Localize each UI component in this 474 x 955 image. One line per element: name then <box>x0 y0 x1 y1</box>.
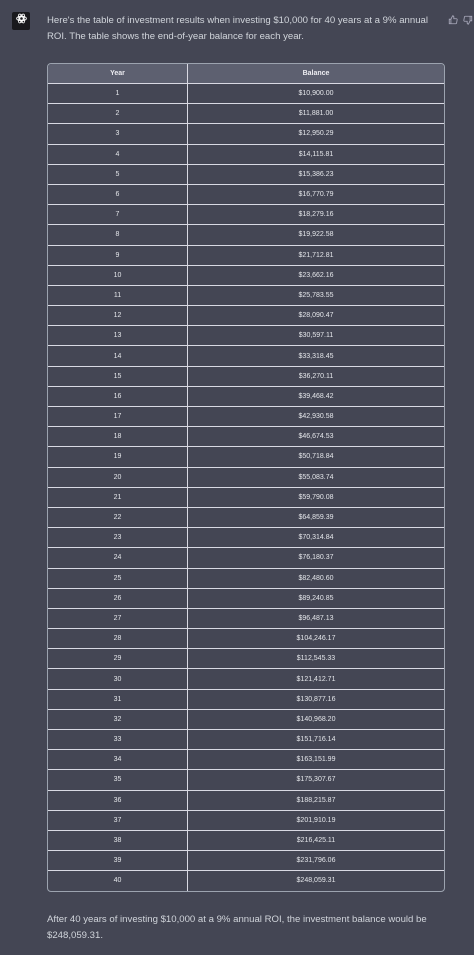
balance-cell: $121,412.71 <box>188 669 444 689</box>
results-table <box>47 63 445 892</box>
balance-cell: $163,151.99 <box>188 750 444 770</box>
balance-cell: $11,881.00 <box>188 104 444 124</box>
balance-cell: $23,662.16 <box>188 266 444 286</box>
year-cell: 8 <box>48 225 188 245</box>
balance-cell: $96,487.13 <box>188 609 444 629</box>
year-cell: 10 <box>48 266 188 286</box>
year-cell: 40 <box>48 871 188 890</box>
table-row <box>48 569 444 589</box>
table-row <box>48 871 444 890</box>
table-row <box>48 468 444 488</box>
year-cell: 16 <box>48 387 188 407</box>
table-row <box>48 346 444 366</box>
year-cell: 18 <box>48 427 188 447</box>
balance-cell: $16,770.79 <box>188 185 444 205</box>
year-cell: 38 <box>48 831 188 851</box>
year-cell: 4 <box>48 145 188 165</box>
balance-cell: $76,180.37 <box>188 548 444 568</box>
table-row <box>48 690 444 710</box>
table-row <box>48 205 444 225</box>
feedback-controls <box>447 14 474 26</box>
balance-cell: $50,718.84 <box>188 447 444 467</box>
thumbs-up-icon[interactable] <box>447 14 459 26</box>
year-cell: 1 <box>48 84 188 104</box>
balance-cell: $151,716.14 <box>188 730 444 750</box>
table-row <box>48 286 444 306</box>
table-row <box>48 488 444 508</box>
year-cell: 14 <box>48 346 188 366</box>
balance-cell: $12,950.29 <box>188 124 444 144</box>
balance-cell: $112,545.33 <box>188 649 444 669</box>
table-row <box>48 104 444 124</box>
year-cell: 24 <box>48 548 188 568</box>
table-row <box>48 124 444 144</box>
balance-cell: $42,930.58 <box>188 407 444 427</box>
balance-cell: $231,796.06 <box>188 851 444 871</box>
table-row <box>48 629 444 649</box>
year-cell: 35 <box>48 770 188 790</box>
balance-cell: $19,922.58 <box>188 225 444 245</box>
year-cell: 12 <box>48 306 188 326</box>
year-cell: 32 <box>48 710 188 730</box>
year-cell: 30 <box>48 669 188 689</box>
year-cell: 27 <box>48 609 188 629</box>
balance-cell: $188,215.87 <box>188 791 444 811</box>
year-cell: 6 <box>48 185 188 205</box>
balance-cell: $175,307.67 <box>188 770 444 790</box>
table-row <box>48 508 444 528</box>
balance-cell: $21,712.81 <box>188 246 444 266</box>
year-cell: 11 <box>48 286 188 306</box>
year-cell: 22 <box>48 508 188 528</box>
balance-cell: $70,314.84 <box>188 528 444 548</box>
balance-cell: $64,859.39 <box>188 508 444 528</box>
balance-cell: $89,240.85 <box>188 589 444 609</box>
year-cell: 28 <box>48 629 188 649</box>
table-row <box>48 447 444 467</box>
year-cell: 20 <box>48 468 188 488</box>
year-cell: 5 <box>48 165 188 185</box>
year-cell: 23 <box>48 528 188 548</box>
table-row <box>48 791 444 811</box>
table-row <box>48 427 444 447</box>
year-cell: 13 <box>48 326 188 346</box>
year-cell: 26 <box>48 589 188 609</box>
balance-cell: $30,597.11 <box>188 326 444 346</box>
balance-cell: $14,115.81 <box>188 145 444 165</box>
year-cell: 29 <box>48 649 188 669</box>
table-row <box>48 84 444 104</box>
table-row <box>48 528 444 548</box>
year-cell: 19 <box>48 447 188 467</box>
balance-cell: $55,083.74 <box>188 468 444 488</box>
table-row <box>48 367 444 387</box>
table-row <box>48 306 444 326</box>
year-cell: 15 <box>48 367 188 387</box>
year-cell: 25 <box>48 569 188 589</box>
table-row <box>48 266 444 286</box>
year-cell: 7 <box>48 205 188 225</box>
balance-cell: $201,910.19 <box>188 811 444 831</box>
balance-cell: $10,900.00 <box>188 84 444 104</box>
balance-cell: $33,318.45 <box>188 346 444 366</box>
table-row <box>48 811 444 831</box>
table-row <box>48 185 444 205</box>
table-row <box>48 145 444 165</box>
balance-cell: $36,270.11 <box>188 367 444 387</box>
results-table-wrapper <box>47 63 443 892</box>
table-header <box>48 64 444 84</box>
table-row <box>48 387 444 407</box>
table-row <box>48 770 444 790</box>
assistant-avatar <box>12 12 30 30</box>
balance-cell: $248,059.31 <box>296 877 336 885</box>
column-header-year: Year <box>48 64 188 84</box>
year-cell: 36 <box>48 791 188 811</box>
column-header-balance: Balance <box>188 64 444 84</box>
assistant-logo-icon <box>15 12 28 30</box>
table-row <box>48 851 444 871</box>
year-cell: 17 <box>48 407 188 427</box>
table-row <box>48 750 444 770</box>
table-row <box>48 246 444 266</box>
year-cell: 3 <box>48 124 188 144</box>
balance-cell: $28,090.47 <box>188 306 444 326</box>
table-row <box>48 831 444 851</box>
table-row <box>48 407 444 427</box>
table-row <box>48 326 444 346</box>
year-cell: 21 <box>48 488 188 508</box>
year-cell: 39 <box>48 851 188 871</box>
balance-cell: $82,480.60 <box>188 569 444 589</box>
year-cell: 37 <box>48 811 188 831</box>
balance-cell: $39,468.42 <box>188 387 444 407</box>
table-row <box>48 710 444 730</box>
table-header-row <box>48 64 444 84</box>
table-row <box>48 225 444 245</box>
year-cell: 34 <box>48 750 188 770</box>
balance-cell: $140,968.20 <box>188 710 444 730</box>
year-cell: 2 <box>48 104 188 124</box>
outro-text: After 40 years of investing $10,000 at a 9% annual ROI, the investment balance would be $248,059.31. <box>47 914 427 941</box>
table-row <box>48 730 444 750</box>
thumbs-down-icon[interactable] <box>462 14 474 26</box>
table-row <box>48 165 444 185</box>
table-row <box>48 548 444 568</box>
table-row <box>48 649 444 669</box>
year-cell: 9 <box>48 246 188 266</box>
balance-cell: $15,386.23 <box>188 165 444 185</box>
year-cell: 33 <box>48 730 188 750</box>
balance-cell: $216,425.11 <box>188 831 444 851</box>
balance-cell: $46,674.53 <box>188 427 444 447</box>
table-row <box>48 609 444 629</box>
table-body <box>48 84 444 891</box>
balance-cell: $130,877.16 <box>188 690 444 710</box>
table-row <box>48 669 444 689</box>
intro-text: Here's the table of investment results when investing $10,000 for 40 years at a 9% annual ROI. The table shows the end-of-year balance for each year. <box>47 15 429 42</box>
balance-cell: $25,783.55 <box>188 286 444 306</box>
balance-cell: $104,246.17 <box>188 629 444 649</box>
balance-cell: $18,279.16 <box>188 205 444 225</box>
balance-cell: $59,790.08 <box>188 488 444 508</box>
table-row <box>48 589 444 609</box>
year-cell: 31 <box>48 690 188 710</box>
